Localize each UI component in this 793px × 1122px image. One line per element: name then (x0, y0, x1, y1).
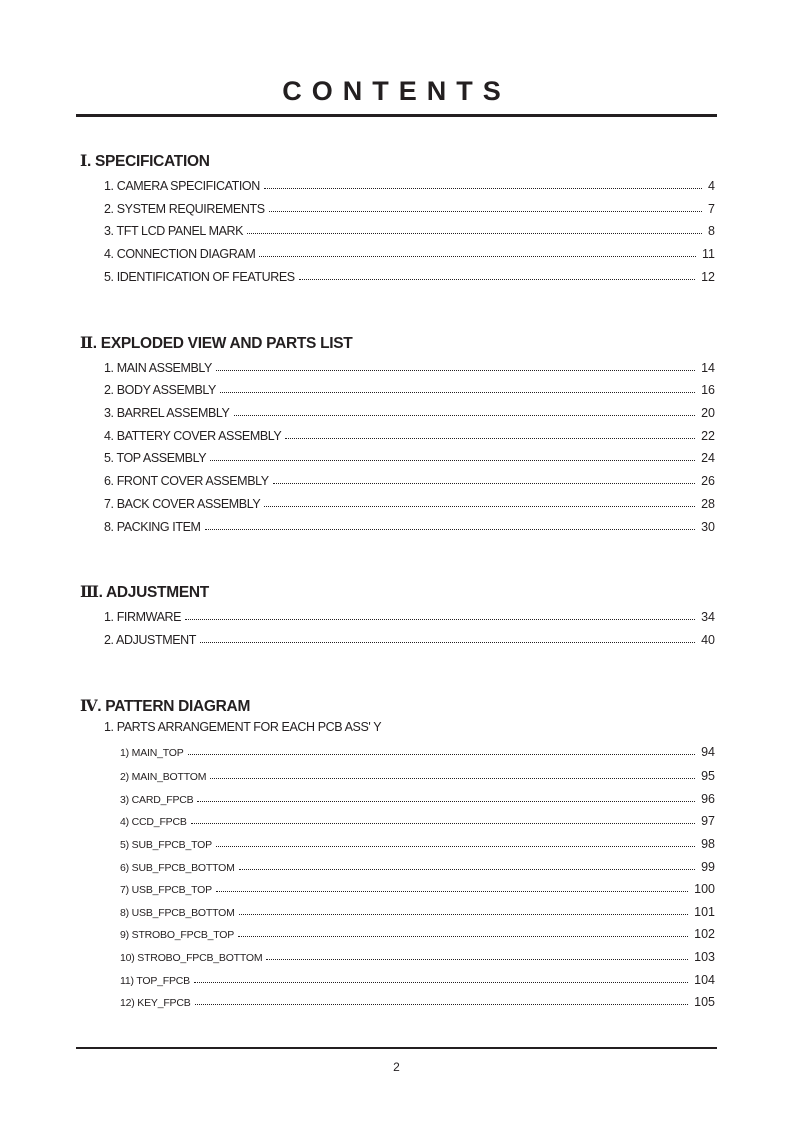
dot-leader (238, 936, 688, 937)
dot-leader (269, 211, 702, 212)
toc-entry-page: 105 (694, 995, 715, 1009)
toc-entry-page: 102 (694, 927, 715, 941)
toc-entry[interactable] (120, 741, 715, 759)
toc-entry-label: 5) SUB_FPCB_TOP (120, 839, 212, 851)
toc-entry[interactable] (120, 833, 715, 851)
toc-entry[interactable] (104, 425, 715, 443)
toc-entry-page: 104 (694, 973, 715, 987)
section-numeral: Ⅳ (80, 696, 98, 715)
section-numeral: Ⅱ (80, 333, 93, 352)
toc-entry[interactable] (120, 946, 715, 964)
toc-entry[interactable] (104, 629, 715, 647)
dot-leader (216, 891, 688, 892)
toc-entry[interactable] (104, 493, 715, 511)
dot-leader (185, 619, 695, 620)
toc-entry[interactable] (120, 901, 715, 919)
toc-entry-page: 30 (701, 520, 715, 534)
toc-entry-page: 99 (701, 860, 715, 874)
dot-leader (234, 415, 696, 416)
dot-leader (247, 233, 702, 234)
dot-leader (210, 460, 695, 461)
toc-subsection-heading[interactable] (104, 720, 715, 738)
toc-entry[interactable] (120, 878, 715, 896)
top-divider (76, 114, 717, 117)
toc-entry[interactable] (104, 357, 715, 375)
toc-entry-page: 103 (694, 950, 715, 964)
section-numeral: Ⅲ (80, 582, 99, 601)
section-heading (80, 582, 209, 602)
section-heading (80, 696, 250, 716)
dot-leader (259, 256, 696, 257)
toc-entry[interactable] (120, 856, 715, 874)
dot-leader (210, 778, 695, 779)
toc-entry-page: 20 (701, 406, 715, 420)
toc-entry-page: 26 (701, 474, 715, 488)
dot-leader (197, 801, 695, 802)
toc-entry[interactable] (104, 379, 715, 397)
section-title: . PATTERN DIAGRAM (97, 698, 251, 715)
toc-entry-label: 7) USB_FPCB_TOP (120, 884, 212, 896)
toc-entry-label: 3. TFT LCD PANEL MARK (104, 224, 244, 238)
toc-entry-page: 96 (701, 792, 715, 806)
toc-entry-label: 6. FRONT COVER ASSEMBLY (104, 474, 269, 488)
dot-leader (264, 506, 695, 507)
toc-entry[interactable] (120, 969, 715, 987)
toc-entry-label: 2) MAIN_BOTTOM (120, 771, 207, 783)
section-title: . EXPLODED VIEW AND PARTS LIST (92, 335, 353, 352)
section-title: . ADJUSTMENT (98, 584, 209, 601)
dot-leader (195, 1004, 689, 1005)
section-numeral: Ⅰ (80, 151, 87, 170)
section-heading (80, 151, 210, 171)
toc-entry-label: 1. CAMERA SPECIFICATION (104, 179, 260, 193)
toc-entry[interactable] (120, 923, 715, 941)
dot-leader (216, 370, 695, 371)
toc-entry-label: 5. TOP ASSEMBLY (104, 451, 207, 465)
toc-entry-page: 16 (701, 383, 715, 397)
toc-entry[interactable] (104, 606, 715, 624)
toc-entry[interactable] (104, 243, 715, 261)
dot-leader (239, 869, 695, 870)
toc-entry-page: 14 (701, 361, 715, 375)
dot-leader (188, 754, 696, 755)
section-title: . SPECIFICATION (86, 153, 210, 170)
toc-entry-page: 28 (701, 497, 715, 511)
toc-entry[interactable] (104, 198, 715, 216)
toc-entry-page: 12 (701, 270, 715, 284)
toc-entry-page: 24 (701, 451, 715, 465)
toc-entry-page: 22 (701, 429, 715, 443)
dot-leader (299, 279, 695, 280)
toc-entry-page: 34 (701, 610, 715, 624)
toc-entry[interactable] (120, 788, 715, 806)
toc-entry-label: 4. BATTERY COVER ASSEMBLY (104, 429, 282, 443)
bottom-divider (76, 1047, 717, 1049)
section-heading (80, 333, 352, 353)
toc-entry-page: 4 (708, 179, 715, 193)
toc-entry[interactable] (104, 220, 715, 238)
toc-entry-label: 8) USB_FPCB_BOTTOM (120, 907, 235, 919)
toc-entry[interactable] (104, 447, 715, 465)
toc-entry-label: 1) MAIN_TOP (120, 747, 184, 759)
toc-entry-label: 1. FIRMWARE (104, 610, 182, 624)
dot-leader (239, 914, 688, 915)
toc-entry-page: 40 (701, 633, 715, 647)
dot-leader (285, 438, 695, 439)
dot-leader (266, 959, 688, 960)
toc-entry-label: 1. PARTS ARRANGEMENT FOR EACH PCB ASS' Y (104, 720, 382, 734)
toc-entry-label: 2. ADJUSTMENT (104, 633, 197, 647)
page-title: CONTENTS (282, 76, 511, 106)
dot-leader (205, 529, 696, 530)
toc-entry-label: 4) CCD_FPCB (120, 816, 187, 828)
toc-entry-page: 95 (701, 769, 715, 783)
toc-entry[interactable] (104, 470, 715, 488)
toc-entry[interactable] (104, 516, 715, 534)
toc-entry-label: 10) STROBO_FPCB_BOTTOM (120, 952, 263, 964)
toc-entry-label: 3) CARD_FPCB (120, 794, 194, 806)
dot-leader (200, 642, 695, 643)
toc-entry-label: 6) SUB_FPCB_BOTTOM (120, 862, 235, 874)
toc-entry-label: 7. BACK COVER ASSEMBLY (104, 497, 261, 511)
toc-entry-page: 98 (701, 837, 715, 851)
toc-entry-page: 7 (708, 202, 715, 216)
toc-entry[interactable] (104, 175, 715, 193)
dot-leader (191, 823, 695, 824)
dot-leader (220, 392, 695, 393)
toc-entry[interactable] (120, 810, 715, 828)
toc-entry-label: 3. BARREL ASSEMBLY (104, 406, 230, 420)
toc-entry-page: 94 (701, 745, 715, 759)
toc-entry-label: 11) TOP_FPCB (120, 975, 190, 987)
toc-entry-page: 97 (701, 814, 715, 828)
toc-entry-label: 1. MAIN ASSEMBLY (104, 361, 212, 375)
toc-entry-label: 12) KEY_FPCB (120, 997, 191, 1009)
toc-entry-page: 8 (708, 224, 715, 238)
toc-entry[interactable] (120, 991, 715, 1009)
toc-entry-label: 5. IDENTIFICATION OF FEATURES (104, 270, 295, 284)
toc-entry[interactable] (104, 266, 715, 284)
toc-entry-page: 100 (694, 882, 715, 896)
toc-entry-label: 2. SYSTEM REQUIREMENTS (104, 202, 265, 216)
dot-leader (264, 188, 702, 189)
dot-leader (216, 846, 695, 847)
toc-entry[interactable] (120, 765, 715, 783)
page-number: 2 (393, 1060, 400, 1074)
toc-entry-page: 11 (702, 247, 715, 261)
toc-entry-label: 9) STROBO_FPCB_TOP (120, 929, 235, 941)
dot-leader (273, 483, 695, 484)
toc-entry-label: 2. BODY ASSEMBLY (104, 383, 216, 397)
toc-entry-label: 8. PACKING ITEM (104, 520, 201, 534)
toc-entry-page: 101 (694, 905, 715, 919)
toc-entry-label: 4. CONNECTION DIAGRAM (104, 247, 256, 261)
toc-entry[interactable] (104, 402, 715, 420)
dot-leader (194, 982, 688, 983)
